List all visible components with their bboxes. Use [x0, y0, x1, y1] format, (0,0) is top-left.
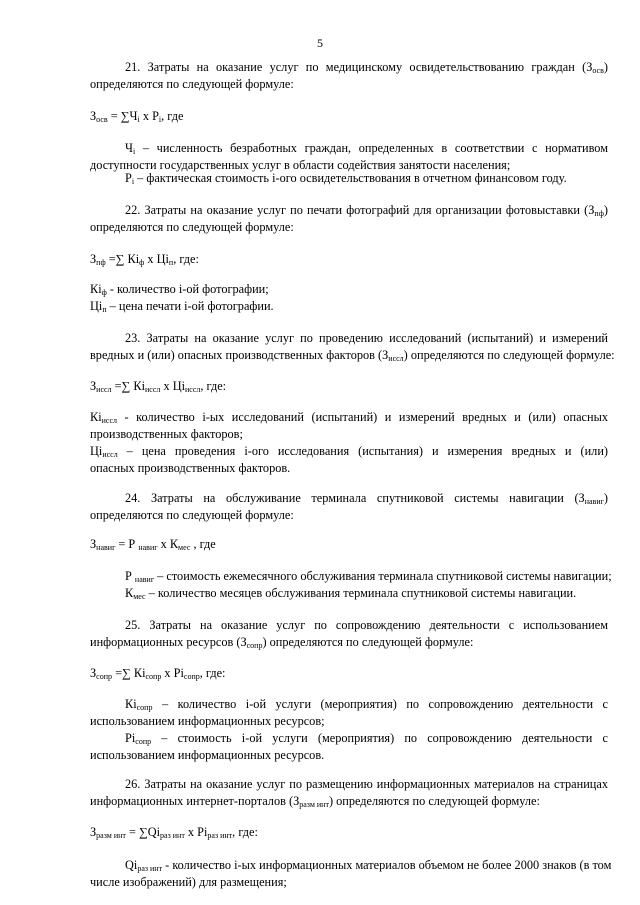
section-21-definition-2: $Р_i$ – фактическая стоимость i-ого освидетельствования в отчетном финансовом году. [125, 171, 567, 186]
section-26-definition-1: $Qi_{раз инт}$ - количество i-ых информационных материалов объемом не более 2000 знаков (в том [125, 858, 612, 873]
section-25-definition-2: $Рi_{сопр}$ – стоимость i-ой услуги (мероприятия) по сопровождению деятельности с [125, 731, 608, 746]
section-22-definition-2: $Цi_п$ – цена печати i-ой фотографии. [90, 299, 274, 314]
section-23-intro-cont: вредных и (или) опасных производственных факторов $(З_{иссл})$ определяются по следующей формуле: [90, 348, 615, 363]
page-number: 5 [317, 36, 323, 50]
section-25-definition-1: $Кi_{сопр}$ – количество i-ой услуги (мероприятия) по сопровождению деятельности с [125, 697, 608, 712]
section-25-formula: $З_{сопр}$ =∑ $Кi_{сопр}$ х $Рi_{сопр}$, где: [90, 666, 226, 681]
section-23-definition-2-cont: опасных производственных факторов. [90, 461, 291, 475]
section-23-definition-1-cont: производственных факторов; [90, 427, 243, 441]
section-25-intro: 25. Затраты на оказание услуг по сопровождению деятельности с использованием [125, 618, 608, 632]
section-22-definition-1: $Кi_ф$ - количество i-ой фотографии; [90, 282, 269, 297]
section-25-intro-cont: информационных ресурсов $(З_{сопр})$ определяются по следующей формуле: [90, 635, 474, 650]
section-21-formula: $З_{осв} = \sum Ч_i$ х $Р_i$, где [90, 109, 184, 124]
section-23-definition-1: $Кi_{иссл}$ - количество i-ых исследований (испытаний) и измерений вредных и (или) опасных [90, 410, 608, 425]
section-26-intro-cont: информационных интернет-порталов $(З_{разм инт})$ определяются по следующей формуле: [90, 794, 540, 809]
section-21-definition-1-cont: доступности государственных услуг в области содействия занятости населения; [90, 158, 511, 172]
section-26-formula: $З_{разм инт} = \sum Qi_{раз инт}$ х $Рi_{раз инт}$, где: [90, 825, 258, 840]
section-21-definition-1: $Ч_i$ – численность безработных граждан, определенных в соответствии с нормативом [125, 141, 608, 156]
section-24-intro: 24. Затраты на обслуживание терминала спутниковой системы навигации $(З_{навиг})$ [125, 491, 608, 506]
section-25-definition-2-cont: использованием информационных ресурсов. [90, 748, 325, 762]
section-22-intro-cont: определяются по следующей формуле: [90, 220, 294, 234]
section-24-definition-1: Р $_{навиг}$ – стоимость ежемесячного обслуживания терминала спутниковой системы навигации; [125, 569, 612, 584]
section-24-formula: $З_{навиг} = Р$ $_{навиг}$ х $К_{мес}$ , где [90, 537, 216, 552]
section-23-intro: 23. Затраты на оказание услуг по проведению исследований (испытаний) и измерений [125, 331, 608, 345]
section-26-intro: 26. Затраты на оказание услуг по размещению информационных материалов на страницах [125, 777, 608, 791]
section-23-formula: $З_{иссл}$ =∑ $Кi_{иссл}$ х $Цi_{иссл}$, где: [90, 379, 227, 394]
section-24-intro-cont: определяются по следующей формуле: [90, 508, 294, 522]
section-26-definition-1-cont: числе изображений) для размещения; [90, 875, 287, 889]
section-25-definition-1-cont: использованием информационных ресурсов; [90, 714, 325, 728]
section-22-intro: 22. Затраты на оказание услуг по печати фотографий для организации фотовыставки $(З_{пф})$ [125, 203, 608, 218]
section-24-definition-2: $К_{мес}$ – количество месяцев обслуживания терминала спутниковой системы навигации. [125, 586, 577, 601]
section-23-definition-2: $Цi_{иссл}$ – цена проведения i-ого исследования (испытания) и измерения вредных и (или) [90, 444, 608, 459]
section-21-intro: 21. Затраты на оказание услуг по медицинскому освидетельствованию граждан $(З_{осв})$ [125, 60, 608, 75]
section-21-intro-cont: определяются по следующей формуле: [90, 77, 294, 91]
section-22-formula: $З_{пф}$ =∑ $Кi_ф$ х $Цi_п$, где: [90, 252, 199, 267]
